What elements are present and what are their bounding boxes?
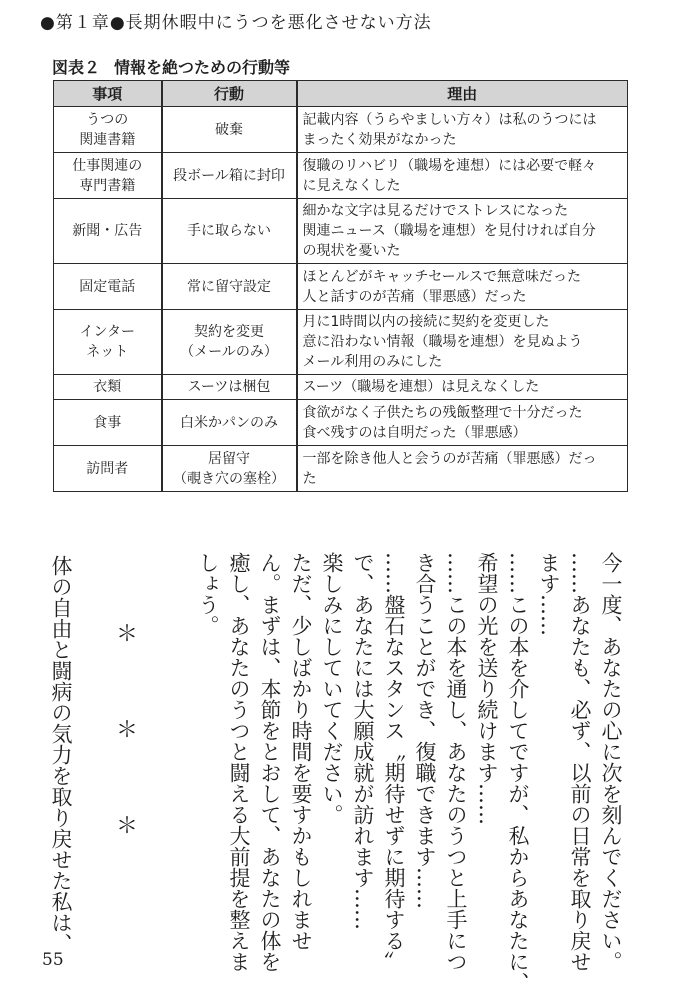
- table-row: [54, 153, 628, 199]
- row-action-cell: 破棄: [162, 107, 297, 153]
- running-head: ●第１章●長期休暇中にうつを悪化させない方法: [40, 13, 432, 33]
- table-row: [54, 375, 628, 400]
- row-item-cell: 衣類: [54, 375, 162, 400]
- table-row: [54, 400, 628, 446]
- row-reason-cell: 食欲がなく子供たちの残飯整理で十分だった 食べ残すのは自明だった（罪悪感）: [297, 400, 628, 446]
- row-reason-cell: 細かな文字は見るだけでストレスになった 関連ニュース（職場を連想）を見付ければ自分 の現状を憂いた: [297, 199, 628, 264]
- figure-title: 情報を絶つための行動等: [114, 58, 291, 77]
- row-item-cell: 新聞・広告: [54, 199, 162, 264]
- table-header-row: [54, 81, 628, 107]
- table-row: [54, 199, 628, 264]
- column-header-reason: 理由: [297, 81, 628, 107]
- row-item-cell: 食事: [54, 400, 162, 446]
- figure-label: 図表２: [52, 58, 101, 77]
- asterisk: ＊: [115, 814, 138, 839]
- row-item-cell: 仕事関連の 専門書籍: [54, 153, 162, 199]
- column-header-item: 事項: [54, 81, 162, 107]
- body-text-continuation: 体の自由と闘病の気力を取り戻せた私は、: [49, 555, 73, 954]
- row-action-cell: 常に留守設定: [162, 264, 297, 310]
- row-item-cell: 訪問者: [54, 446, 162, 492]
- row-reason-cell: 一部を除き他人と会うのが苦痛（罪悪感）だっ た: [297, 446, 628, 492]
- row-reason-cell: 復職のリハビリ（職場を連想）には必要で軽々 に見えなくした: [297, 153, 628, 199]
- body-text-main: 今一度、あなたの心に次を刻んでください。 ……あなたも、必ず、以前の日常を取り戻せ ます…… ……この本を介してですが、私からあなたに、 希望の光を送り続けます…… ……この本を通し、あなたのうつと上手につ き合うことができ、復職できます…… ……盤石なスタンス〝期待せずに期待する〟 で、あなたには大願成就が訪れます…… 楽しみにしていてください。 ただ、少しばかり時間を要すかもしれませ ん。まずは、本節をとおして、あなたの体を 癒し、あなたのうつと闘える大前提を整えま しょう。: [196, 552, 623, 993]
- figure-caption: [52, 55, 304, 78]
- table-row: [54, 446, 628, 492]
- section-break: [112, 622, 142, 913]
- row-reason-cell: 月に1時間以内の接続に契約を変更した 意に沿わない情報（職場を連想）を見ぬよう メール利用のみにした: [297, 310, 628, 375]
- table-body: [54, 107, 628, 492]
- row-action-cell: 白米かパンのみ: [162, 400, 297, 446]
- row-action-cell: 段ボール箱に封印: [162, 153, 297, 199]
- row-action-cell: 契約を変更 （メールのみ）: [162, 310, 297, 375]
- row-action-cell: 手に取らない: [162, 199, 297, 264]
- page-number: 55: [42, 950, 64, 970]
- row-action-cell: 居留守 （覗き穴の塞栓）: [162, 446, 297, 492]
- asterisk: ＊: [115, 622, 138, 647]
- row-item-cell: うつの 関連書籍: [54, 107, 162, 153]
- row-action-cell: スーツは梱包: [162, 375, 297, 400]
- table-row: [54, 264, 628, 310]
- row-reason-cell: スーツ（職場を連想）は見えなくした: [297, 375, 628, 400]
- table-row: [54, 310, 628, 375]
- info-table: [53, 80, 628, 492]
- row-item-cell: 固定電話: [54, 264, 162, 310]
- table-row: [54, 107, 628, 153]
- asterisk: ＊: [115, 718, 138, 743]
- row-item-cell: インター ネット: [54, 310, 162, 375]
- row-reason-cell: ほとんどがキャッチセールスで無意味だった 人と話すのが苦痛（罪悪感）だった: [297, 264, 628, 310]
- column-header-action: 行動: [162, 81, 297, 107]
- row-reason-cell: 記載内容（うらやましい方々）は私のうつには まったく効果がなかった: [297, 107, 628, 153]
